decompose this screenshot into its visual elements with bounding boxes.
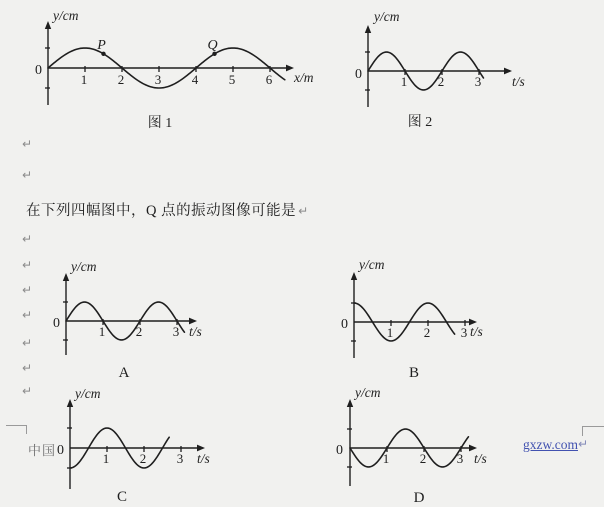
fig1-y-axis-label: y/cm	[53, 8, 79, 23]
paragraph-mark-icon: ↵	[578, 437, 589, 451]
fig1-y-axis-arrow-icon	[45, 21, 51, 29]
D-tick-label: 2	[419, 451, 427, 466]
D-x-axis-label: t/s	[474, 451, 487, 466]
fig2-y-axis-arrow-icon	[365, 25, 371, 33]
A-tick-label: 3	[172, 324, 180, 339]
C-x-axis-label: t/s	[197, 451, 210, 466]
paragraph-mark-icon: ↵	[22, 308, 33, 322]
D-origin-label: 0	[336, 443, 343, 458]
fig2-x-axis-arrow-icon	[504, 68, 512, 75]
fig2-tick-label: 1	[400, 74, 408, 89]
C-tick-label: 1	[102, 451, 110, 466]
fig2-x-axis-label: t/s	[512, 74, 525, 89]
B-origin-label: 0	[341, 317, 348, 332]
fig2-origin-label: 0	[355, 67, 362, 82]
B-y-axis-arrow-icon	[351, 272, 357, 280]
C-caption: C	[116, 489, 128, 505]
text-boundary-corner-left	[6, 425, 27, 434]
C-origin-label: 0	[57, 443, 64, 458]
fig1-caption: 图 1	[147, 116, 173, 131]
D-tick-label: 3	[456, 451, 464, 466]
C-y-axis-label: y/cm	[75, 386, 101, 401]
A-x-axis-label: t/s	[189, 324, 202, 339]
paragraph-mark-icon: ↵	[22, 283, 33, 297]
fig1-tick-label: 5	[228, 72, 236, 87]
C-y-axis-arrow-icon	[67, 399, 73, 407]
D-y-axis-arrow-icon	[347, 399, 353, 407]
D-tick-label: 1	[382, 451, 390, 466]
watermark-text: 中国	[28, 443, 57, 458]
paragraph-mark-icon: ↵	[22, 384, 33, 398]
fig2-tick-label: 3	[474, 74, 482, 89]
D-caption: D	[413, 490, 425, 506]
A-y-axis-arrow-icon	[63, 273, 69, 281]
fig1-origin-label: 0	[35, 63, 42, 78]
fig2-caption: 图 2	[407, 115, 433, 130]
B-tick-label: 2	[423, 325, 431, 340]
fig1-tick-label: 4	[191, 72, 199, 87]
figure-D	[336, 385, 487, 506]
fig1-tick-label: 3	[154, 72, 162, 87]
A-caption: A	[118, 365, 130, 381]
figure-fig1	[35, 8, 314, 131]
A-y-axis-label: y/cm	[71, 259, 97, 274]
fig1-tick-label: 2	[117, 72, 125, 87]
A-tick-label: 1	[98, 324, 106, 339]
paragraph-mark-icon: ↵	[22, 137, 33, 151]
figure-fig2	[355, 9, 525, 130]
A-origin-label: 0	[53, 316, 60, 331]
figure-C	[57, 386, 210, 505]
figure-B	[341, 257, 483, 381]
B-caption: B	[408, 365, 420, 381]
B-tick-label: 3	[460, 325, 468, 340]
B-y-axis-label: y/cm	[359, 257, 385, 272]
fig1-tick-label: 1	[80, 72, 88, 87]
text-boundary-corner-right	[582, 426, 604, 436]
fig1-point-label-Q: Q	[207, 37, 218, 53]
paragraph-mark-icon: ↵	[22, 361, 33, 375]
B-x-axis-label: t/s	[470, 324, 483, 339]
paragraph-mark-icon: ↵	[22, 232, 33, 246]
question-text: 在下列四幅图中，Q 点的振动图像可能是	[26, 203, 297, 219]
footer-link[interactable]: gxzw.com	[523, 437, 578, 452]
paragraph-mark-icon: ↵	[298, 204, 309, 218]
C-tick-label: 2	[139, 451, 147, 466]
figure-A	[53, 259, 202, 381]
C-tick-label: 3	[176, 451, 184, 466]
B-tick-label: 1	[386, 325, 394, 340]
paragraph-mark-icon: ↵	[22, 258, 33, 272]
paragraph-mark-icon: ↵	[22, 168, 33, 182]
fig2-tick-label: 2	[437, 74, 445, 89]
paragraph-mark-icon: ↵	[22, 336, 33, 350]
fig2-y-axis-label: y/cm	[374, 9, 400, 24]
fig1-point-label-P: P	[97, 37, 106, 53]
fig1-tick-label: 6	[265, 72, 273, 87]
fig1-x-axis-arrow-icon	[286, 65, 294, 72]
A-tick-label: 2	[135, 324, 143, 339]
fig1-x-axis-label: x/m	[294, 70, 314, 85]
D-y-axis-label: y/cm	[355, 385, 381, 400]
question-line	[26, 199, 309, 220]
